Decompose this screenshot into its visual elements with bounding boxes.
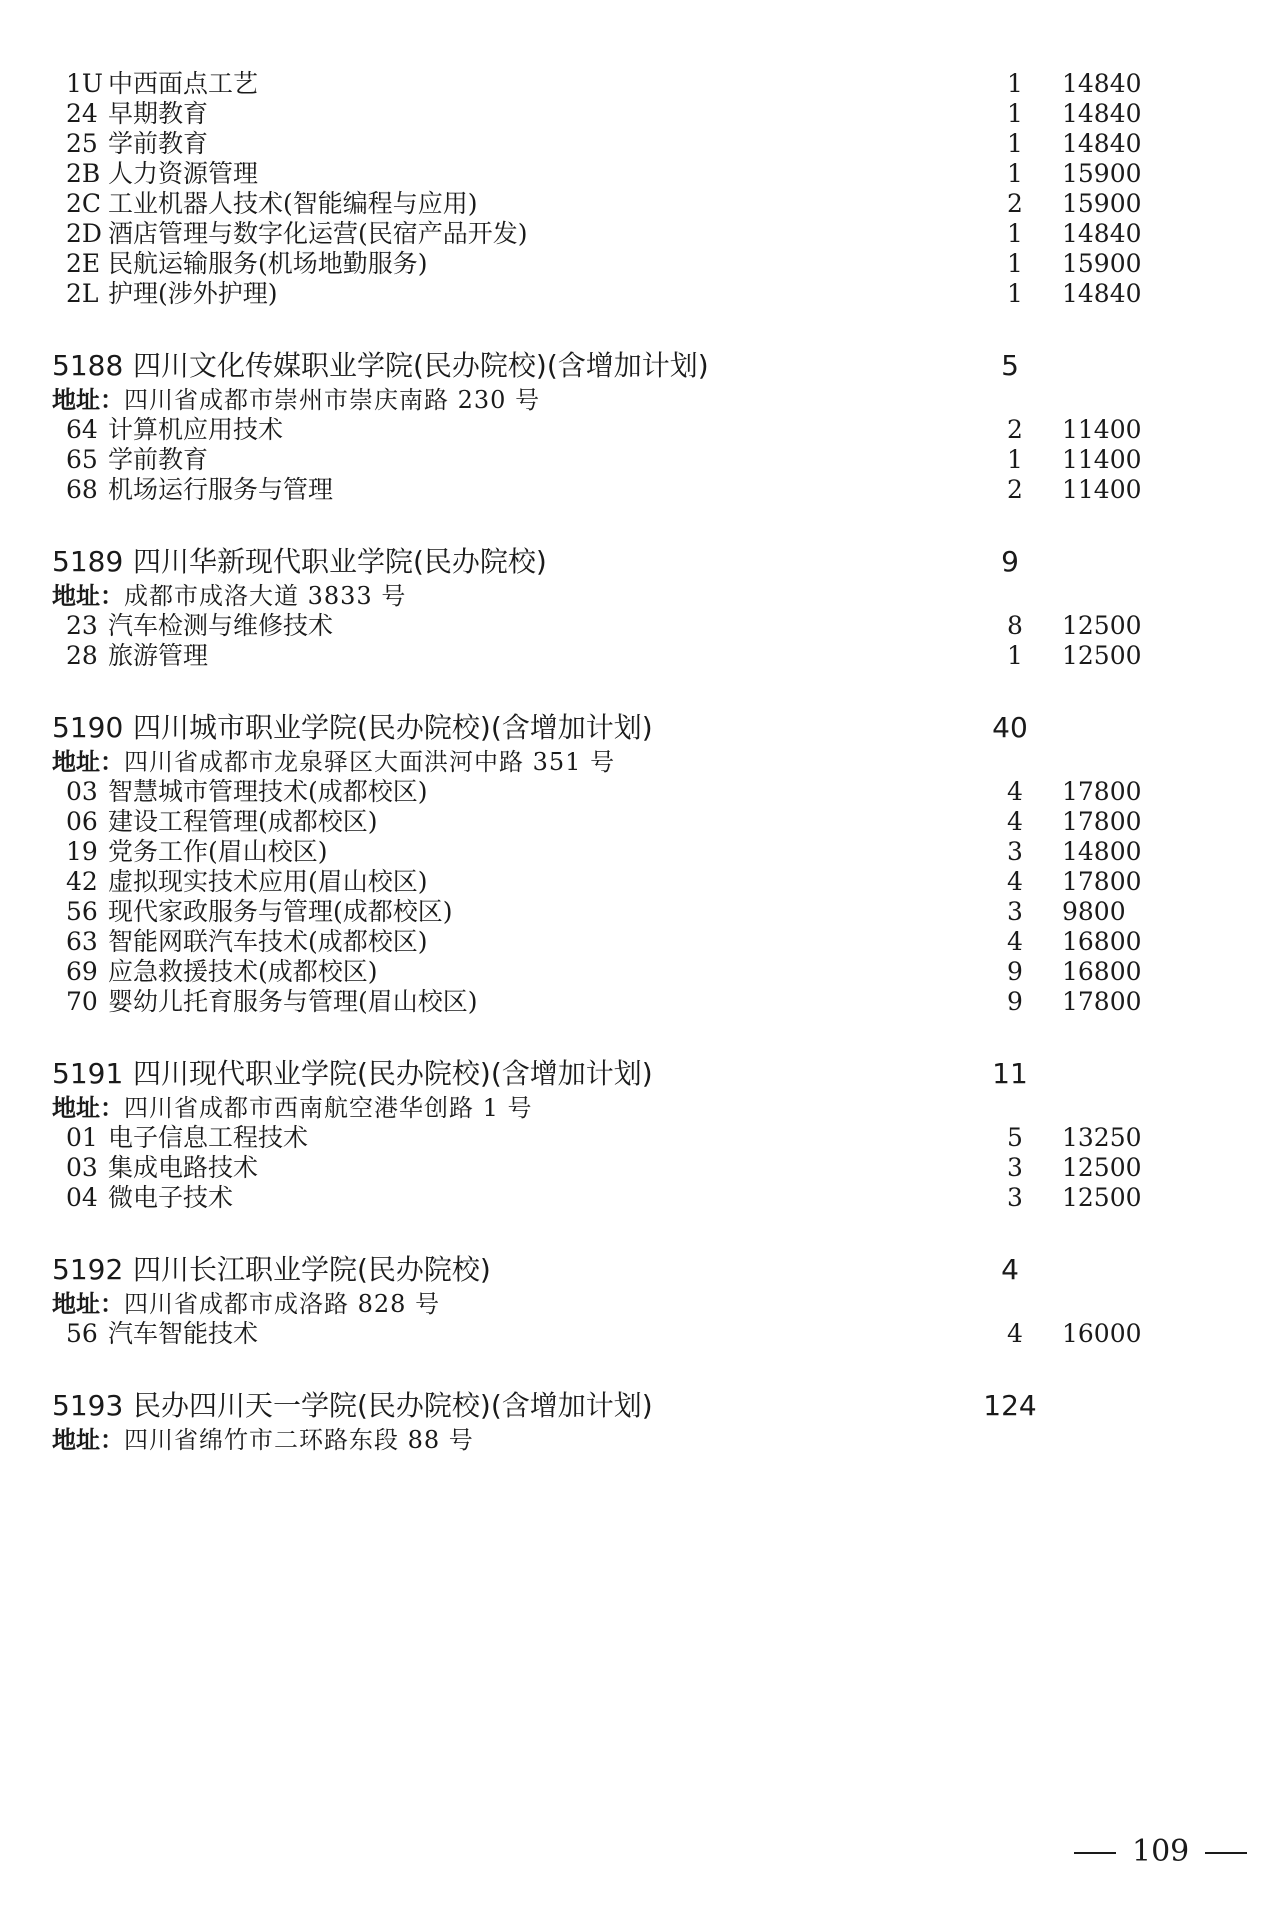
address-text: 四川省成都市崇州市崇庆南路 230 号	[124, 386, 541, 414]
major-code: 03	[66, 777, 98, 806]
institution-name: 四川现代职业学院(民办院校)(含增加计划)	[133, 1057, 653, 1090]
institution-address	[52, 746, 615, 778]
major-fee: 14840	[1062, 69, 1142, 98]
major-name: 学前教育	[108, 445, 209, 474]
major-count: 1	[1007, 219, 1023, 248]
major-fee: 14800	[1062, 837, 1142, 866]
address-label: 地址：	[52, 748, 124, 776]
major-name: 旅游管理	[108, 641, 209, 670]
institution-code: 5190	[52, 711, 124, 744]
major-fee: 11400	[1062, 415, 1142, 444]
major-name: 民航运输服务(机场地勤服务)	[108, 249, 428, 278]
major-count: 1	[1007, 641, 1023, 670]
major-name: 智慧城市管理技术(成都校区)	[108, 777, 428, 806]
major-name: 人力资源管理	[108, 159, 259, 188]
major-code: 24	[66, 99, 98, 128]
major-code: 2B	[66, 159, 101, 188]
major-count: 2	[1007, 189, 1023, 218]
major-count: 1	[1007, 249, 1023, 278]
institution-code: 5189	[52, 545, 124, 578]
major-row	[0, 956, 1270, 988]
major-count: 4	[1007, 807, 1023, 836]
major-name: 应急救援技术(成都校区)	[108, 957, 378, 986]
address-text: 四川省成都市成洛路 828 号	[124, 1290, 441, 1318]
major-row	[0, 158, 1270, 190]
major-fee: 17800	[1062, 987, 1142, 1016]
major-row	[0, 926, 1270, 958]
major-count: 9	[1007, 957, 1023, 986]
major-code: 2E	[66, 249, 101, 278]
address-label: 地址：	[52, 386, 124, 414]
major-name: 电子信息工程技术	[108, 1123, 309, 1152]
major-code: 2D	[66, 219, 102, 248]
institution-address	[52, 1424, 474, 1456]
major-fee: 16800	[1062, 927, 1142, 956]
institution-name: 四川城市职业学院(民办院校)(含增加计划)	[133, 711, 653, 744]
major-name: 护理(涉外护理)	[108, 279, 278, 308]
major-fee: 15900	[1062, 159, 1142, 188]
institution-name: 四川长江职业学院(民办院校)	[133, 1253, 491, 1286]
address-label: 地址：	[52, 1094, 124, 1122]
major-count: 3	[1007, 897, 1023, 926]
major-name: 酒店管理与数字化运营(民宿产品开发)	[108, 219, 528, 248]
address-label: 地址：	[52, 1290, 124, 1318]
institution-header	[0, 1386, 1270, 1426]
major-count: 4	[1007, 867, 1023, 896]
major-name: 早期教育	[108, 99, 209, 128]
major-row	[0, 128, 1270, 160]
major-name: 微电子技术	[108, 1183, 234, 1212]
major-fee: 11400	[1062, 445, 1142, 474]
major-fee: 14840	[1062, 129, 1142, 158]
major-row	[0, 98, 1270, 130]
major-count: 1	[1007, 445, 1023, 474]
major-count: 1	[1007, 99, 1023, 128]
address-text: 四川省成都市西南航空港华创路 1 号	[124, 1094, 533, 1122]
major-row	[0, 610, 1270, 642]
major-fee: 12500	[1062, 641, 1142, 670]
major-name: 汽车智能技术	[108, 1319, 259, 1348]
major-code: 03	[66, 1153, 98, 1182]
major-fee: 9800	[1062, 897, 1126, 926]
major-count: 1	[1007, 159, 1023, 188]
major-name: 工业机器人技术(智能编程与应用)	[108, 189, 478, 218]
major-count: 1	[1007, 69, 1023, 98]
major-name: 集成电路技术	[108, 1153, 259, 1182]
major-fee: 13250	[1062, 1123, 1142, 1152]
major-row	[0, 1182, 1270, 1214]
address-text: 四川省成都市龙泉驿区大面洪河中路 351 号	[124, 748, 616, 776]
major-count: 4	[1007, 777, 1023, 806]
major-code: 70	[66, 987, 98, 1016]
institution-total: 124	[983, 1389, 1037, 1422]
major-code: 1U	[66, 69, 103, 98]
major-row	[0, 640, 1270, 672]
major-code: 28	[66, 641, 98, 670]
major-row	[0, 414, 1270, 446]
page-number	[1058, 1832, 1263, 1872]
major-name: 党务工作(眉山校区)	[108, 837, 328, 866]
major-row	[0, 986, 1270, 1018]
institution-total: 9	[1001, 545, 1019, 578]
institution-header	[0, 1054, 1270, 1094]
major-code: 2C	[66, 189, 102, 218]
institution-address	[52, 580, 406, 612]
major-fee: 14840	[1062, 279, 1142, 308]
major-fee: 12500	[1062, 611, 1142, 640]
major-row	[0, 278, 1270, 310]
major-fee: 14840	[1062, 219, 1142, 248]
major-code: 56	[66, 1319, 98, 1348]
major-name: 智能网联汽车技术(成都校区)	[108, 927, 428, 956]
major-fee: 17800	[1062, 867, 1142, 896]
major-name: 计算机应用技术	[108, 415, 284, 444]
major-count: 1	[1007, 129, 1023, 158]
major-code: 04	[66, 1183, 98, 1212]
major-count: 3	[1007, 837, 1023, 866]
institution-code: 5191	[52, 1057, 124, 1090]
major-code: 64	[66, 415, 98, 444]
major-row	[0, 248, 1270, 280]
institution-name: 民办四川天一学院(民办院校)(含增加计划)	[133, 1389, 653, 1422]
major-code: 01	[66, 1123, 98, 1152]
major-fee: 15900	[1062, 249, 1142, 278]
major-row	[0, 836, 1270, 868]
major-count: 3	[1007, 1183, 1023, 1212]
institution-name: 四川文化传媒职业学院(民办院校)(含增加计划)	[133, 349, 709, 382]
major-row	[0, 474, 1270, 506]
major-fee: 15900	[1062, 189, 1142, 218]
major-fee: 11400	[1062, 475, 1142, 504]
institution-header	[0, 346, 1270, 386]
major-count: 5	[1007, 1123, 1023, 1152]
major-row	[0, 218, 1270, 250]
institution-name: 四川华新现代职业学院(民办院校)	[133, 545, 547, 578]
institution-total: 11	[992, 1057, 1028, 1090]
institution-total: 40	[992, 711, 1028, 744]
major-code: 69	[66, 957, 98, 986]
major-code: 23	[66, 611, 98, 640]
institution-address	[52, 384, 540, 416]
major-row	[0, 68, 1270, 100]
major-code: 42	[66, 867, 98, 896]
major-row	[0, 188, 1270, 220]
major-row	[0, 896, 1270, 928]
major-fee: 16800	[1062, 957, 1142, 986]
major-row	[0, 1122, 1270, 1154]
page-number-dash-right	[1205, 1852, 1247, 1854]
major-fee: 16000	[1062, 1319, 1142, 1348]
major-name: 学前教育	[108, 129, 209, 158]
major-row	[0, 444, 1270, 476]
major-row	[0, 776, 1270, 808]
major-name: 现代家政服务与管理(成都校区)	[108, 897, 453, 926]
major-count: 4	[1007, 927, 1023, 956]
major-row	[0, 1152, 1270, 1184]
major-code: 19	[66, 837, 98, 866]
major-row	[0, 806, 1270, 838]
major-count: 2	[1007, 415, 1023, 444]
major-name: 建设工程管理(成都校区)	[108, 807, 378, 836]
major-code: 63	[66, 927, 98, 956]
page-number-value: 109	[1132, 1834, 1190, 1869]
major-count: 3	[1007, 1153, 1023, 1182]
major-row	[0, 1318, 1270, 1350]
major-code: 25	[66, 129, 98, 158]
institution-address	[52, 1288, 440, 1320]
major-count: 2	[1007, 475, 1023, 504]
major-name: 虚拟现实技术应用(眉山校区)	[108, 867, 428, 896]
institution-header	[0, 1250, 1270, 1290]
major-count: 8	[1007, 611, 1023, 640]
institution-address	[52, 1092, 533, 1124]
major-row	[0, 866, 1270, 898]
major-code: 65	[66, 445, 98, 474]
major-fee: 14840	[1062, 99, 1142, 128]
major-code: 06	[66, 807, 98, 836]
address-label: 地址：	[52, 1426, 124, 1454]
institution-header	[0, 542, 1270, 582]
institution-header	[0, 708, 1270, 748]
major-name: 中西面点工艺	[108, 69, 259, 98]
major-code: 56	[66, 897, 98, 926]
institution-total: 5	[1001, 349, 1019, 382]
major-name: 机场运行服务与管理	[108, 475, 334, 504]
major-fee: 17800	[1062, 807, 1142, 836]
major-name: 婴幼儿托育服务与管理(眉山校区)	[108, 987, 478, 1016]
major-code: 2L	[66, 279, 99, 308]
institution-total: 4	[1001, 1253, 1019, 1286]
major-count: 1	[1007, 279, 1023, 308]
address-label: 地址：	[52, 582, 124, 610]
address-text: 成都市成洛大道 3833 号	[124, 582, 407, 610]
major-count: 4	[1007, 1319, 1023, 1348]
major-count: 9	[1007, 987, 1023, 1016]
major-fee: 12500	[1062, 1153, 1142, 1182]
institution-code: 5193	[52, 1389, 124, 1422]
page-number-dash-left	[1074, 1852, 1116, 1854]
major-fee: 17800	[1062, 777, 1142, 806]
institution-code: 5192	[52, 1253, 124, 1286]
address-text: 四川省绵竹市二环路东段 88 号	[124, 1426, 474, 1454]
major-fee: 12500	[1062, 1183, 1142, 1212]
major-name: 汽车检测与维修技术	[108, 611, 334, 640]
institution-code: 5188	[52, 349, 124, 382]
major-code: 68	[66, 475, 98, 504]
